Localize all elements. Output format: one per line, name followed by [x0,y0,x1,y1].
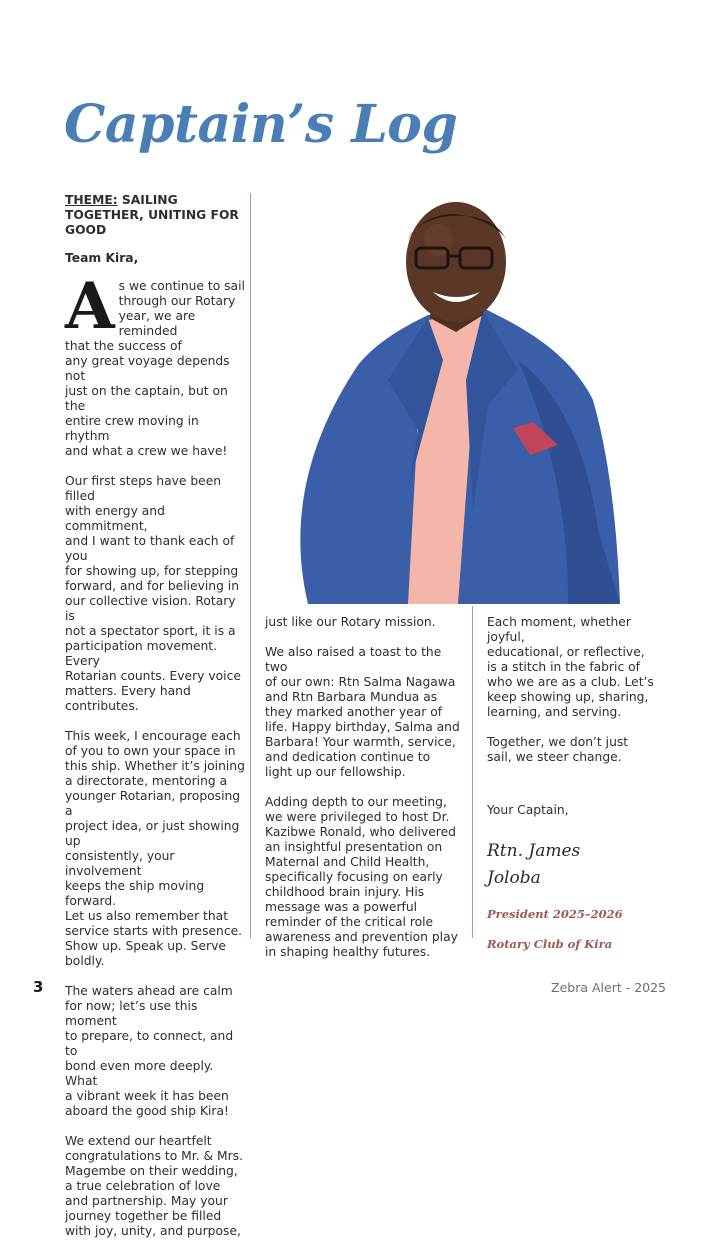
lead-paragraph [65,269,245,459]
body-paragraph: Together, we don’t just sail, we steer change. [487,735,629,764]
lead-text: s we continue to sail through our Rotary year, we are reminded that the success of any great voyage depends not just on the captain, but on the entire crew moving in rhythm and what a crew we have! [65,279,245,458]
column-divider [250,193,251,938]
president-photo [268,190,620,604]
column-divider [472,606,473,938]
body-paragraph: Each moment, whether joyful, educational, or reflective, is a stitch in the fabric of who we are as a club. Let’s keep showing up, sharing, learning, and serving. [487,615,654,719]
drop-cap: A [65,269,115,344]
theme-label: THEME: [65,193,118,207]
article-right-column [487,615,667,967]
president-title: President 2025–2026 [487,907,623,921]
signature: Rtn. James Joloba [487,841,581,888]
theme-text: SAILING TOGETHER, UNITING FOR GOOD [65,193,239,237]
article-theme [65,193,245,238]
body-paragraph: Our first steps have been filled with energy and commitment, and I want to thank each of you for showing up, for stepping forward, and for believing in our collective vision. Rotary is not a spectator sport, it is a participation movement. Every Rotarian counts. Every voice matters. Every hand contributes. [65,474,241,713]
article-left-column [65,193,245,1254]
body-paragraph: Adding depth to our meeting, we were privileged to host Dr. Kazibwe Ronald, who delivered an insightful presentation on Maternal and Child Health, specifically focusing on early childhood brain injury. His message was a powerful reminder of the critical role awareness and prevention play in shaping healthy futures. [265,795,458,959]
body-paragraph: This week, I encourage each of you to own your space in this ship. Whether it’s joining a directorate, mentoring a younger Rotarian, proposing a project idea, or just showing up consistently, your involvement keeps the ship moving forward. Let us also remember that service starts with presence. Show up. Speak up. Serve boldly. [65,729,245,968]
greeting: Team Kira, [65,251,139,265]
publication-footer: Zebra Alert - 2025 [551,980,666,995]
article-middle-column [265,615,465,975]
body-paragraph: We also raised a toast to the two of our own: Rtn Salma Nagawa and Rtn Barbara Mundua as they marked another year of life. Happy birthday, Salma and Barbara! Your warmth, service, and dedication continue to light up our fellowship. [265,645,460,779]
club-name: Rotary Club of Kira [487,937,613,951]
page-title: Captain’s Log [64,94,458,155]
page-number: 3 [33,978,44,996]
body-paragraph: The waters ahead are calm for now; let’s use this moment to prepare, to connect, and to bond even more deeply. What a vibrant week it has been aboard the good ship Kira! [65,984,234,1118]
body-paragraph: just like our Rotary mission. [265,615,436,629]
body-paragraph: We extend our heartfelt congratulations to Mr. & Mrs. Magembe on their wedding, a true celebration of love and partnership. May your journey together be filled with joy, unity, and purpose, [65,1134,243,1238]
closing-line: Your Captain, [487,803,569,817]
